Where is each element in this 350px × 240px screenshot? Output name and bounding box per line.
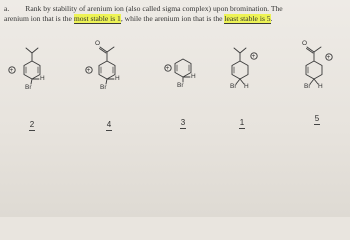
bromine-label-4: Br — [230, 83, 237, 90]
plus-sign-4: + — [251, 52, 256, 60]
rank-answer-1: 2 — [26, 120, 38, 129]
bromine-label-5: Br — [304, 83, 311, 90]
rank-answer-5: 5 — [311, 114, 323, 123]
question-line-1: Rank by stability of arenium ion (also called sigma complex) upon bromination. The — [25, 4, 283, 13]
arenium-ion-4 — [232, 48, 248, 84]
ipso-h-1: H — [40, 75, 45, 82]
bromine-label-3: Br — [177, 82, 184, 89]
bromine-label-2: Br — [100, 84, 107, 91]
ipso-h-2: H — [115, 75, 120, 82]
arenium-ion-5 — [306, 47, 322, 84]
rank-answer-2: 4 — [103, 120, 115, 129]
rank-answer-3: 3 — [177, 118, 189, 127]
arenium-ion-1 — [24, 48, 40, 84]
oxygen-atom-5: O — [302, 40, 308, 47]
question-label: a. — [4, 4, 10, 13]
plus-sign-3: + — [165, 64, 170, 72]
plus-sign-2: + — [86, 66, 91, 74]
highlight-most-stable: most stable is 1 — [73, 13, 121, 23]
ipso-h-3: H — [191, 73, 196, 80]
question-line-2b: , while the arenium ion that is the — [120, 13, 225, 23]
plus-sign-1: + — [9, 66, 14, 74]
rank-answer-4: 1 — [236, 118, 248, 127]
question-line-2c: . — [270, 13, 273, 23]
arenium-ion-3 — [175, 59, 191, 82]
highlight-least-stable: least stable is 5 — [224, 13, 271, 23]
ipso-h-5: H — [318, 83, 323, 90]
oxygen-atom-2: O — [95, 40, 101, 47]
question-line-2a: arenium ion that is the — [4, 13, 74, 23]
bromine-label-1: Br — [25, 84, 32, 91]
plus-sign-5: + — [326, 53, 331, 61]
ipso-h-4: H — [244, 83, 249, 90]
arenium-ion-2 — [99, 47, 115, 84]
